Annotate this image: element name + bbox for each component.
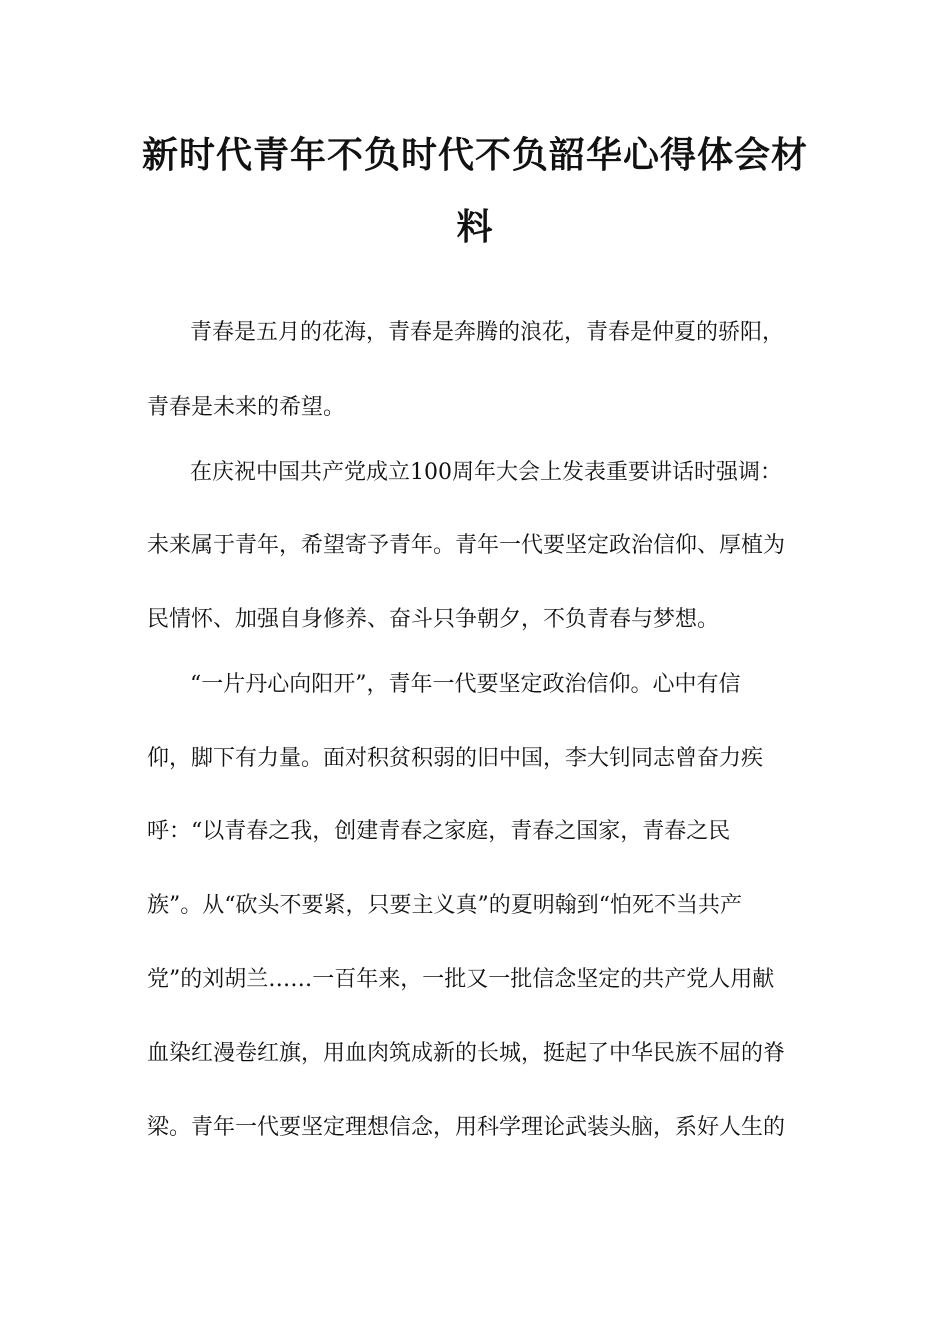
paragraph-3-line-4: 族”。从“砍头不要紧，只要主义真”的夏明翰到“怕死不当共产 xyxy=(147,893,742,918)
document-title-line-2: 料 xyxy=(456,207,494,248)
paragraph-3-line-3: 呼：“以青春之我，创建青春之家庭，青春之国家，青春之民 xyxy=(147,819,731,844)
paragraph-3-line-6: 血染红漫卷红旗，用血肉筑成新的长城，挺起了中华民族不屈的脊 xyxy=(147,1041,786,1066)
paragraph-2-line-3: 民情怀、加强自身修养、奋斗只争朝夕，不负青春与梦想。 xyxy=(147,607,720,632)
paragraph-1-line-1: 青春是五月的花海，青春是奔腾的浪花，青春是仲夏的骄阳， xyxy=(190,320,785,345)
paragraph-3-line-2: 仰，脚下有力量。面对积贫积弱的旧中国，李大钊同志曾奋力疾 xyxy=(147,746,764,771)
paragraph-3-line-5: 党”的刘胡兰……一百年来，一批又一批信念坚定的共产党人用献 xyxy=(147,967,775,992)
paragraph-2-line-1: 在庆祝中国共产党成立100周年大会上发表重要讲话时强调： xyxy=(190,460,782,485)
paragraph-3-line-7: 梁。青年一代要坚定理想信念，用科学理论武装头脑，系好人生的 xyxy=(147,1115,786,1140)
paragraph-2-line-2: 未来属于青年，希望寄予青年。青年一代要坚定政治信仰、厚植为 xyxy=(147,533,786,558)
document-title-line-1: 新时代青年不负时代不负韶华心得体会材 xyxy=(141,135,808,176)
paragraph-3-line-1: “一片丹心向阳开”，青年一代要坚定政治信仰。心中有信 xyxy=(190,672,741,697)
paragraph-1-line-2: 青春是未来的希望。 xyxy=(147,395,346,420)
